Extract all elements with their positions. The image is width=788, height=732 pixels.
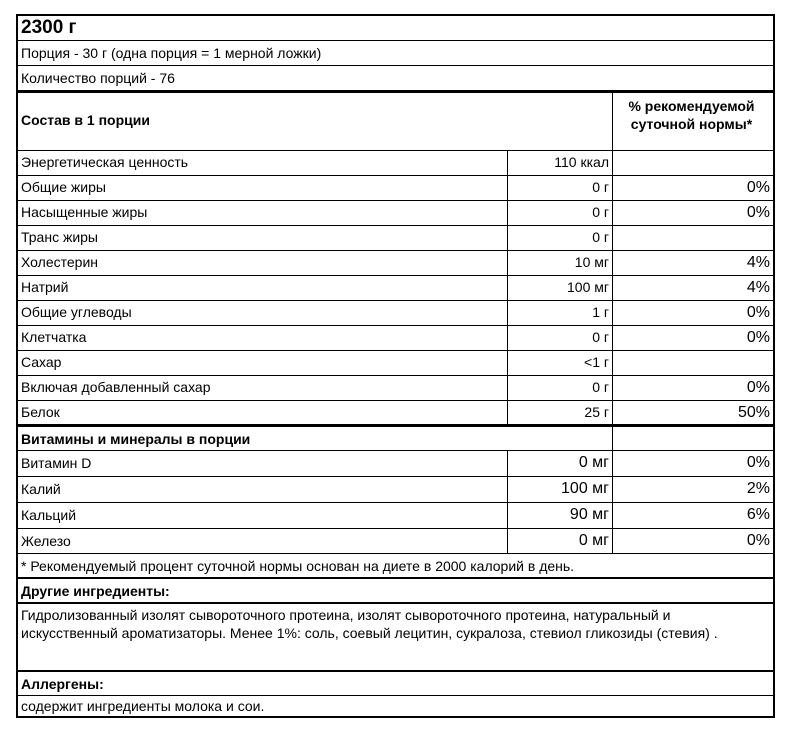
table-row (18, 502, 773, 528)
nutrient-name: Клетчатка (21, 329, 87, 345)
table-row (18, 400, 773, 425)
nutrient-name-cell (18, 477, 507, 502)
nutrient-dv-cell (612, 401, 773, 425)
nutrient-name-cell (18, 529, 507, 554)
table-row (18, 250, 773, 275)
nutrient-amount-cell (507, 401, 612, 425)
table-row (18, 325, 773, 350)
daily-value-footnote: * Рекомендуемый процент суточной нормы основан на диете в 2000 калорий в день. (21, 558, 575, 574)
table-row (18, 275, 773, 300)
nutrient-amount-cell (507, 151, 612, 175)
nutrient-name-cell (18, 451, 507, 476)
nutrient-amount: 100 мг (561, 480, 609, 497)
nutrient-dv-cell (612, 201, 773, 225)
nutrient-daily-value: 4% (746, 279, 770, 296)
nutrient-amount-cell (507, 226, 612, 250)
nutrient-amount-cell (507, 326, 612, 350)
nutrient-amount-cell (507, 201, 612, 225)
table-row (18, 375, 773, 400)
footnote-row (18, 553, 773, 577)
nutrient-dv-cell (612, 151, 773, 175)
nutrient-amount-cell (507, 276, 612, 300)
nutrient-dv-cell (612, 503, 773, 528)
allergens-row (18, 695, 773, 716)
nutrient-amount: 0 мг (578, 532, 609, 549)
vitamins-header-cell (18, 427, 612, 450)
nutrient-dv-cell (612, 226, 773, 250)
table-row (18, 476, 773, 502)
nutrient-name: Натрий (21, 279, 69, 295)
table-row (18, 200, 773, 225)
table-row (18, 150, 773, 175)
other-ingredients-label: Другие ингредиенты: (21, 583, 170, 599)
nutrient-amount-cell (507, 351, 612, 375)
composition-header-cell (18, 93, 612, 150)
nutrient-daily-value: 4% (746, 254, 770, 271)
nutrient-daily-value: 0% (746, 379, 770, 396)
other-ingredients-text: Гидролизованный изолят сывороточного протеина, изолят сывороточного протеина, натуральный и искусственный ароматизаторы. Менее 1%: соль, соевый лецитин, сукралоза, стевиол гликозиды (стевия) . (21, 607, 718, 641)
nutrient-amount-cell (507, 477, 612, 502)
serving-size-text: Порция - 30 г (одна порция = 1 мерной ложки) (21, 45, 322, 61)
nutrient-amount-cell (507, 451, 612, 476)
nutrient-amount: 100 мг (567, 279, 609, 295)
nutrient-amount: 0 мг (578, 454, 609, 471)
nutrient-amount: 0 г (592, 204, 609, 220)
vitamins-header-dv-cell (612, 427, 773, 450)
nutrient-daily-value: 0% (746, 532, 770, 549)
allergens-label: Аллергены: (21, 676, 104, 692)
nutrient-name-cell (18, 176, 507, 200)
nutrient-name: Калий (21, 481, 61, 497)
nutrient-dv-cell (612, 251, 773, 275)
nutrient-name-cell (18, 226, 507, 250)
nutrient-daily-value: 0% (746, 179, 770, 196)
nutrient-name: Насыщенные жиры (21, 204, 148, 220)
serving-row (18, 40, 773, 65)
nutrient-amount-cell (507, 376, 612, 400)
servings-count-text: Количество порций - 76 (21, 70, 175, 86)
nutrient-name: Включая добавленный сахар (21, 379, 211, 395)
nutrient-name: Общие жиры (21, 179, 106, 195)
nutrient-name: Общие углеводы (21, 304, 132, 320)
vitamins-header-label: Витамины и минералы в порции (21, 431, 251, 447)
table-row (18, 350, 773, 375)
allergens-text: содержит ингредиенты молока и сои. (21, 698, 265, 714)
nutrient-daily-value: 0% (746, 329, 770, 346)
nutrient-name-cell (18, 251, 507, 275)
nutrient-dv-cell (612, 351, 773, 375)
table-row (18, 225, 773, 250)
allergens-header-row (18, 670, 773, 695)
nutrient-name-cell (18, 401, 507, 425)
nutrient-amount: 10 мг (574, 254, 609, 270)
nutrient-dv-cell (612, 326, 773, 350)
nutrient-name: Железо (21, 533, 71, 549)
nutrient-name: Энергетическая ценность (21, 154, 189, 170)
nutrient-name: Витамин D (21, 455, 92, 471)
nutrient-daily-value: 0% (746, 304, 770, 321)
nutrient-daily-value: 0% (746, 204, 770, 221)
other-ingredients-header-row (18, 577, 773, 602)
nutrient-name: Сахар (21, 354, 62, 370)
nutrient-dv-cell (612, 276, 773, 300)
nutrient-amount-cell (507, 176, 612, 200)
nutrition-facts-label (16, 14, 775, 718)
nutrient-name: Кальций (21, 507, 77, 523)
composition-header-row (18, 90, 773, 150)
servings-count-row (18, 65, 773, 90)
title-row (18, 16, 773, 40)
package-weight-title: 2300 г (21, 17, 77, 38)
nutrient-name: Белок (21, 404, 60, 420)
nutrient-name: Транс жиры (21, 229, 98, 245)
table-row (18, 300, 773, 325)
nutrient-daily-value: 6% (746, 506, 770, 523)
nutrient-name-cell (18, 201, 507, 225)
nutrient-dv-cell (612, 529, 773, 554)
nutrient-amount: 0 г (592, 179, 609, 195)
dv-header-label: % рекомендуемой суточной нормы* (628, 98, 755, 132)
nutrient-daily-value: 2% (746, 480, 770, 497)
nutrient-name-cell (18, 376, 507, 400)
composition-header-label: Состав в 1 порции (21, 112, 150, 128)
nutrient-amount-cell (507, 503, 612, 528)
dv-header-cell (612, 93, 773, 150)
nutrient-amount: 0 г (592, 329, 609, 345)
nutrient-amount-cell (507, 251, 612, 275)
nutrient-dv-cell (612, 477, 773, 502)
other-ingredients-row (18, 602, 773, 670)
nutrient-amount: 0 г (592, 379, 609, 395)
nutrient-amount-cell (507, 529, 612, 554)
nutrient-dv-cell (612, 176, 773, 200)
nutrient-amount: <1 г (584, 354, 609, 370)
nutrient-name: Холестерин (21, 254, 98, 270)
nutrient-dv-cell (612, 301, 773, 325)
nutrient-amount-cell (507, 301, 612, 325)
nutrient-dv-cell (612, 451, 773, 476)
nutrient-amount: 1 г (592, 304, 609, 320)
nutrient-name-cell (18, 503, 507, 528)
table-row (18, 528, 773, 554)
nutrient-daily-value: 50% (737, 404, 770, 421)
nutrient-name-cell (18, 301, 507, 325)
nutrient-amount: 0 г (592, 229, 609, 245)
nutrient-amount: 110 ккал (554, 154, 609, 170)
nutrient-amount: 90 мг (569, 506, 609, 523)
vitamins-header-row (18, 424, 773, 450)
nutrient-dv-cell (612, 376, 773, 400)
nutrient-amount: 25 г (584, 404, 609, 420)
nutrient-name-cell (18, 151, 507, 175)
nutrient-name-cell (18, 276, 507, 300)
table-row (18, 175, 773, 200)
nutrient-daily-value: 0% (746, 454, 770, 471)
table-row (18, 450, 773, 476)
nutrient-name-cell (18, 326, 507, 350)
nutrient-name-cell (18, 351, 507, 375)
